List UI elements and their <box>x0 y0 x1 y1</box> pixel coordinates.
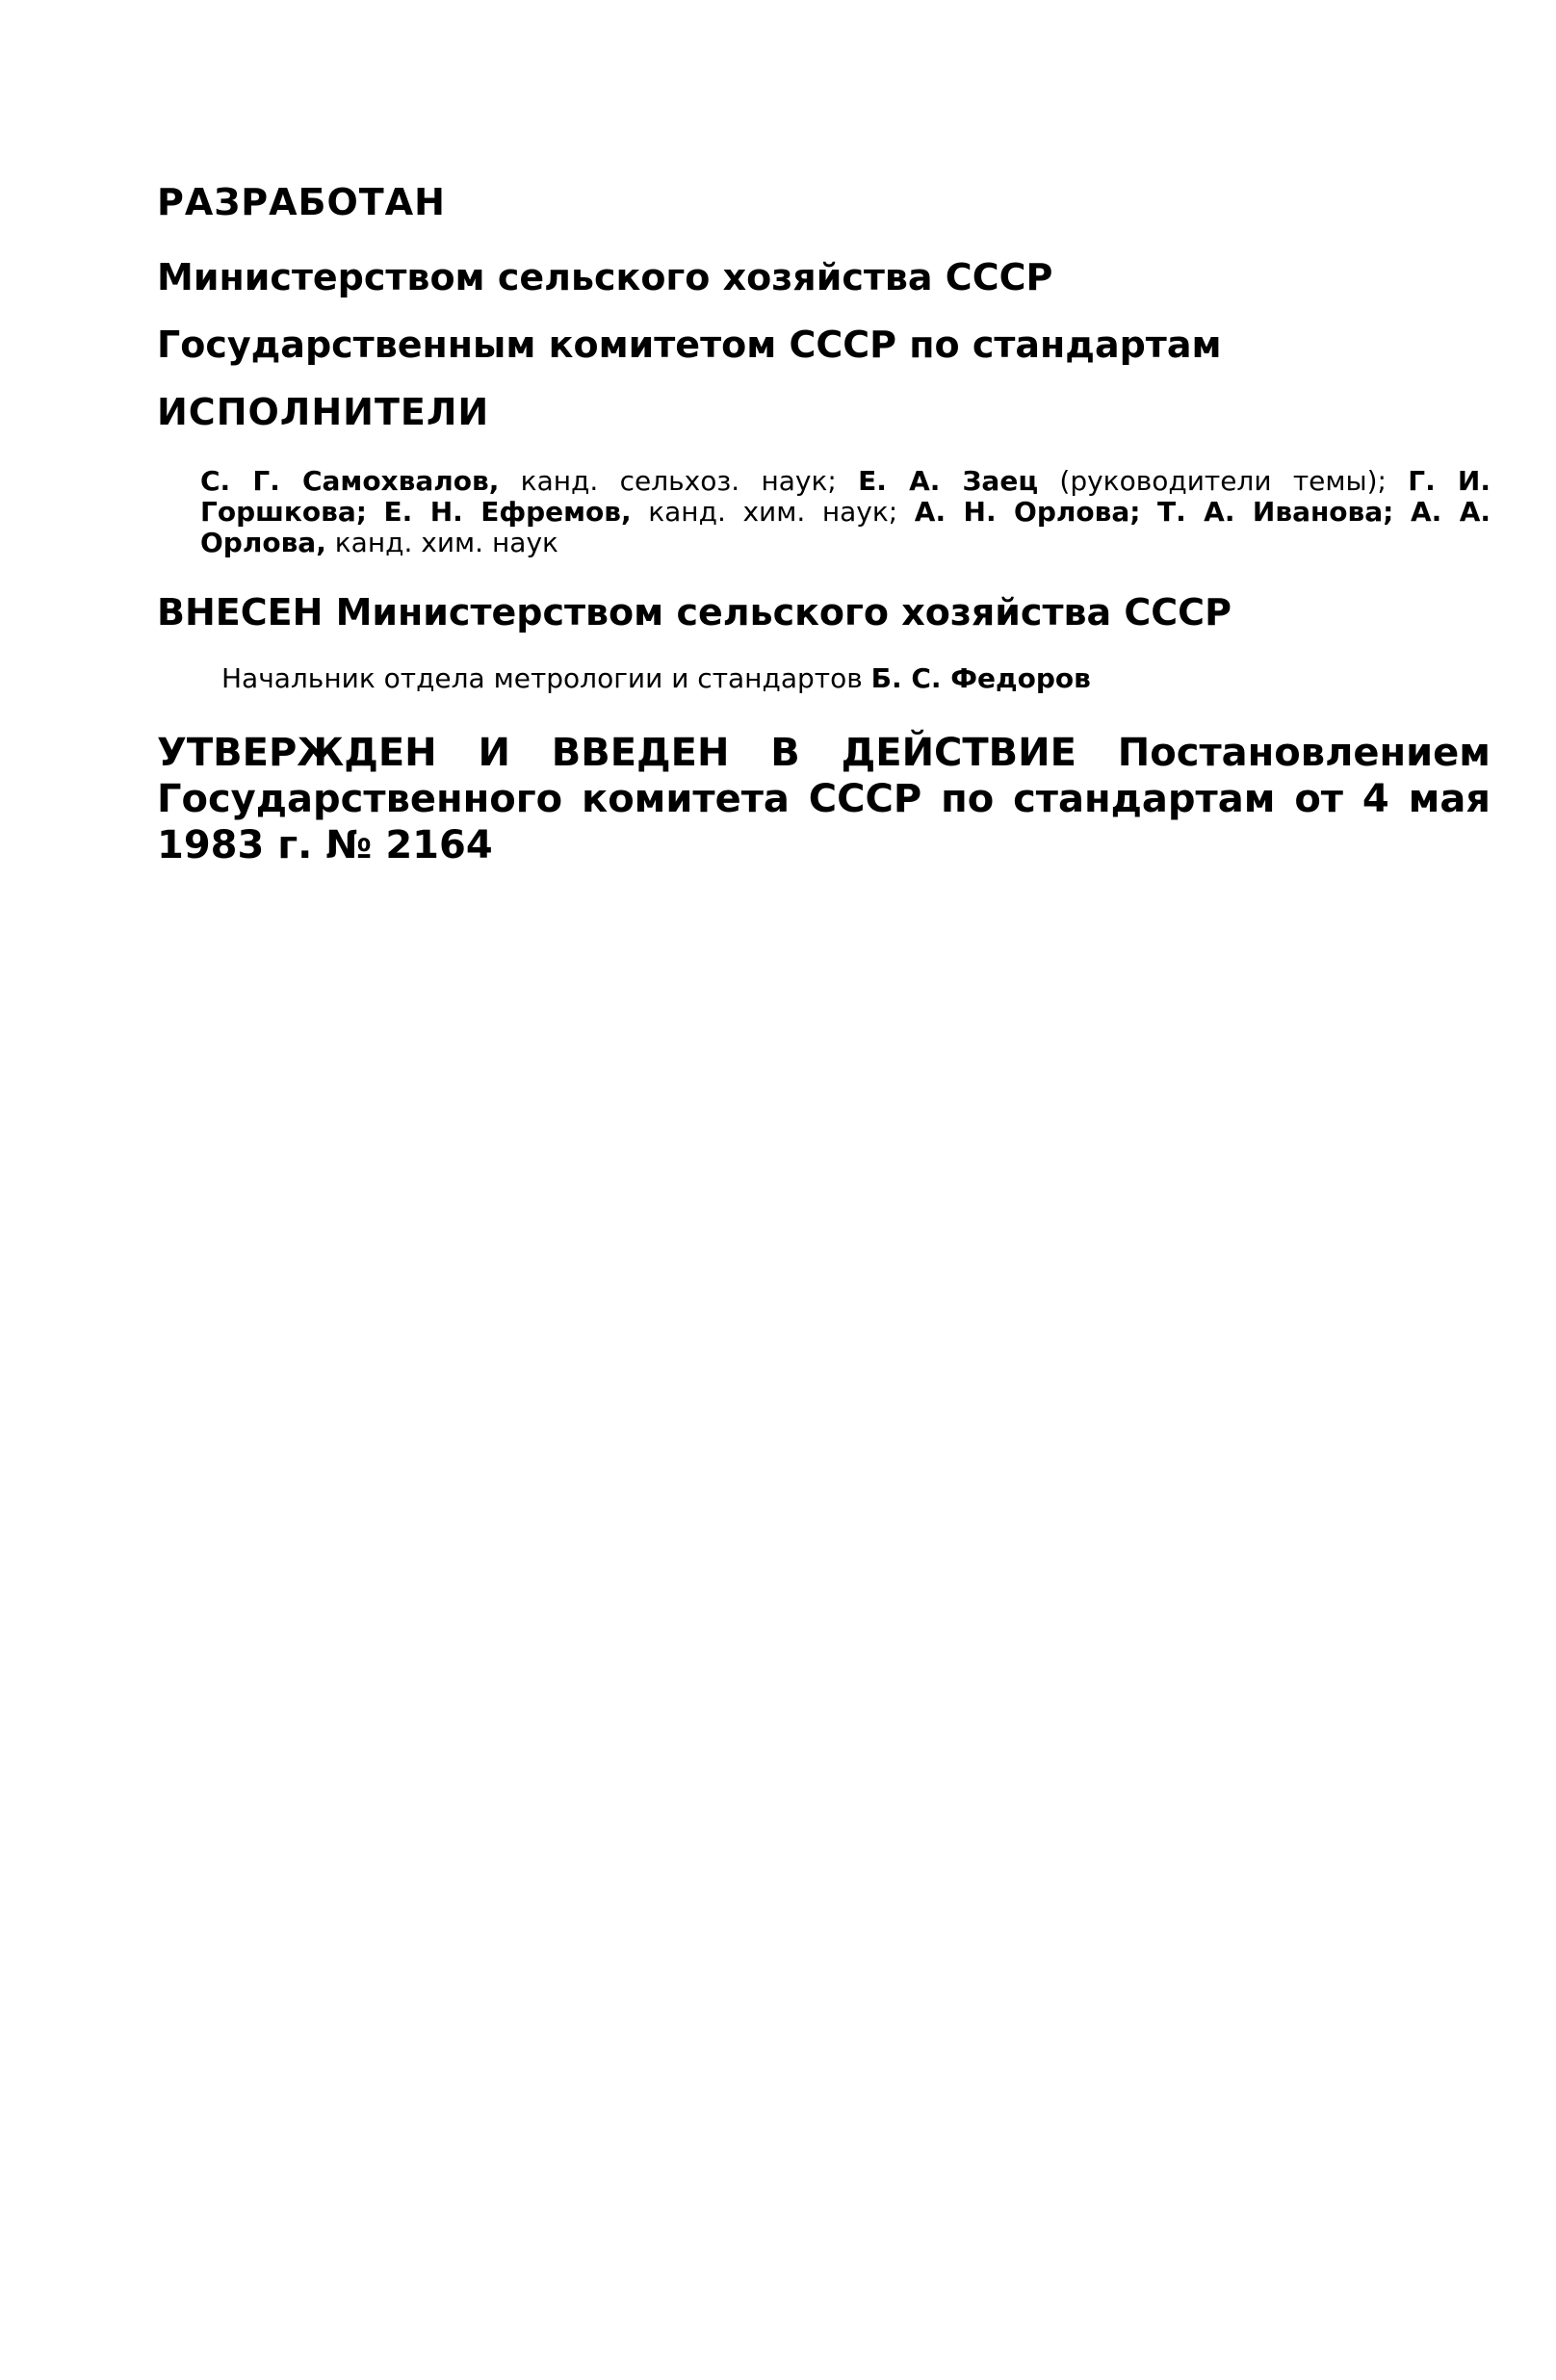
performer-note <box>1393 496 1411 528</box>
developed-org-ministry: Министерством сельского хозяйства СССР <box>157 256 1053 298</box>
performer-name: Е. А. Заец <box>858 465 1039 497</box>
chief-name: Б. С. Федоров <box>870 662 1091 694</box>
chief-title: Начальник отдела метрологии и стандартов <box>221 662 871 694</box>
performer-note <box>1140 496 1157 528</box>
approved-lead: УТВЕРЖДЕН И ВВЕДЕН В ДЕЙСТВИЕ <box>157 731 1076 775</box>
introduced-chief <box>221 662 1491 695</box>
performer-note: (руководители темы); <box>1038 465 1409 497</box>
approved-text: Постановлением Государственного комитета СССР по стандартам от 4 мая 1983 г. № 2164 <box>157 731 1491 867</box>
performer-name: А. А. Орлова, <box>200 496 1491 558</box>
performer-note <box>367 496 384 528</box>
performer-note: канд. сельхоз. наук; <box>499 465 859 497</box>
performer-name: С. Г. Самохвалов, <box>200 465 500 497</box>
developed-heading: РАЗРАБОТАН <box>157 181 446 223</box>
developed-org-committee: Государственным комитетом СССР по стандартам <box>157 323 1222 366</box>
performer-note: канд. хим. наук; <box>631 496 915 528</box>
approved-statement <box>157 730 1491 868</box>
performer-name: Г. И. Горшкова; <box>200 465 1491 528</box>
performer-note: канд. хим. наук <box>325 527 558 558</box>
performer-name: Е. Н. Ефремов, <box>383 496 632 528</box>
performer-name: Т. А. Иванова; <box>1157 496 1394 528</box>
performer-name: А. Н. Орлова; <box>914 496 1141 528</box>
performers-heading: ИСПОЛНИТЕЛИ <box>157 391 490 433</box>
performers-list <box>200 466 1491 558</box>
introduced-heading: ВНЕСЕН Министерством сельского хозяйства СССР <box>157 591 1232 634</box>
